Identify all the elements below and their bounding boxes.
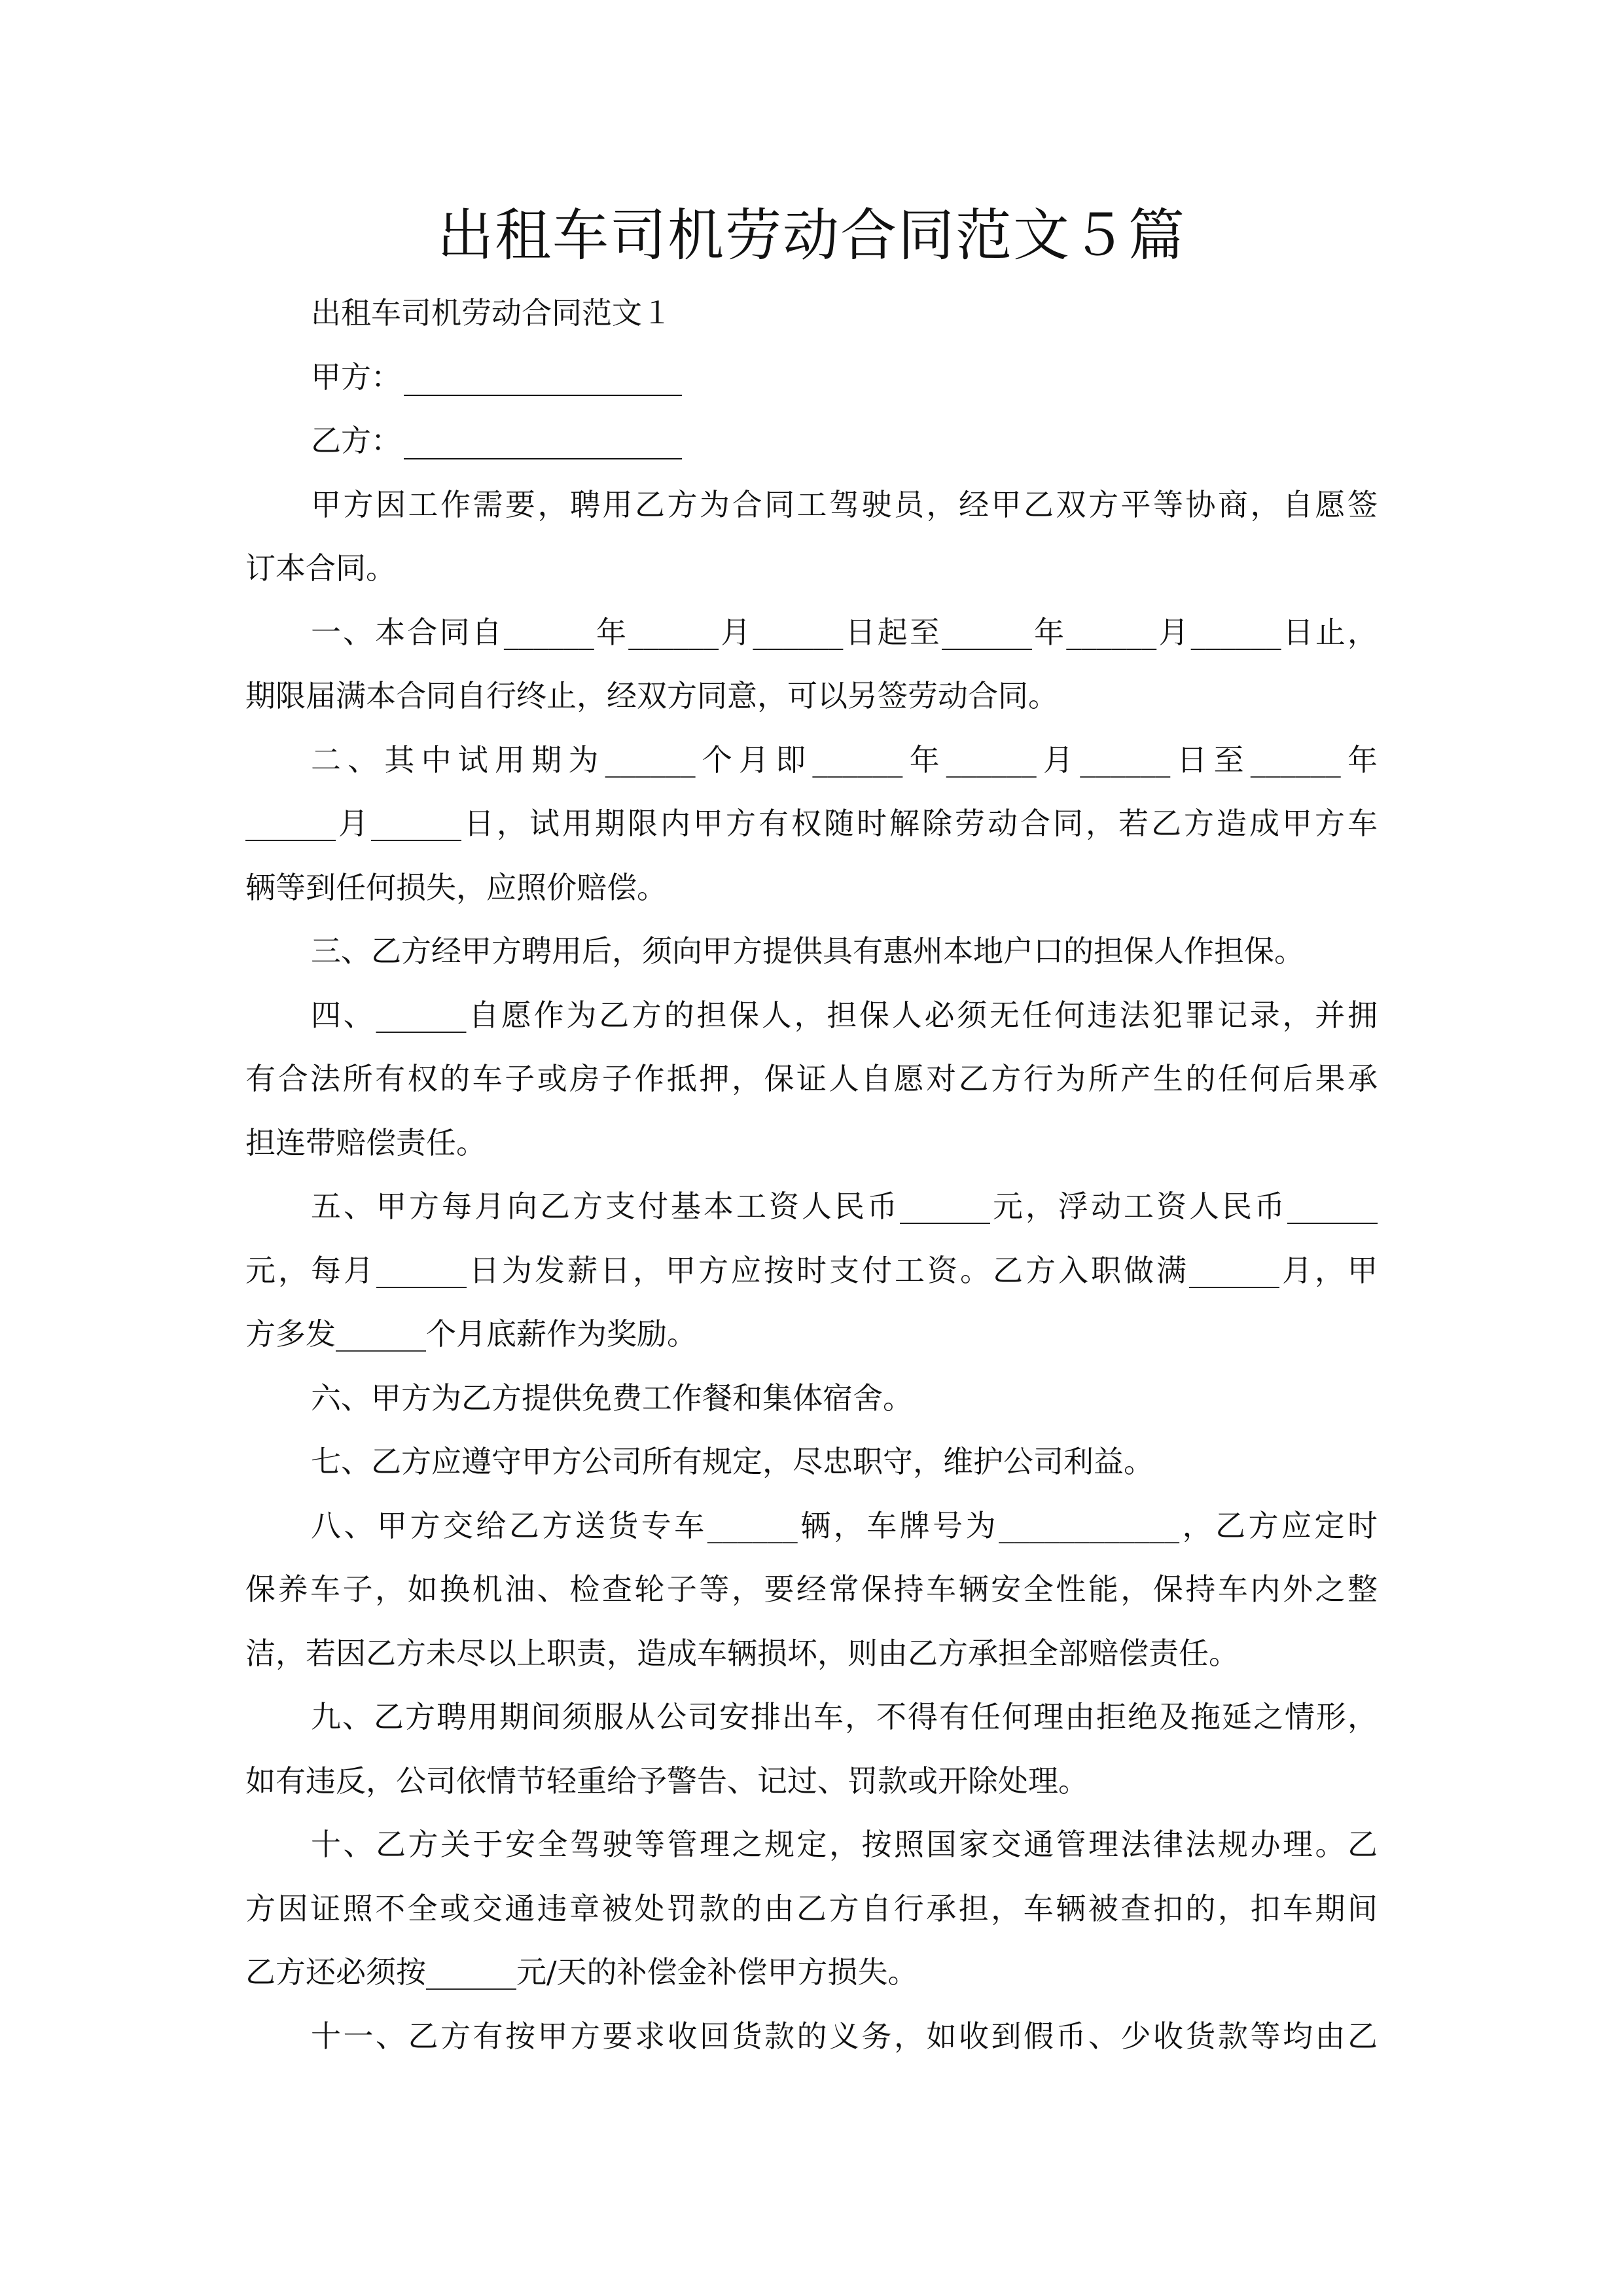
clause-5-line: 五、甲方每月向乙方支付基本工资人民币______元，浮动工资人民币______: [311, 1189, 1378, 1224]
clause-8-line: 洁，若因乙方未尽以上职责，造成车辆损坏，则由乙方承担全部赔偿责任。: [245, 1635, 1239, 1671]
clause-3-line: 三、乙方经甲方聘用后，须向甲方提供具有惠州本地户口的担保人作担保。: [311, 933, 1304, 969]
clause-4-line: 担连带赔偿责任。: [245, 1124, 486, 1160]
document-body: [245, 281, 1378, 2068]
text-line: 甲方因工作需要，聘用乙方为合同工驾驶员，经甲乙双方平等协商，自愿签: [311, 486, 1378, 522]
clause-1-line: 期限届满本合同自行终止，经双方同意，可以另签劳动合同。: [245, 678, 1058, 713]
clause-10-line: 乙方还必须按______元/天的补偿金补偿甲方损失。: [245, 1954, 918, 1990]
clause-9-line: 九、乙方聘用期间须服从公司安排出车，不得有任何理由拒绝及拖延之情形，: [311, 1699, 1378, 1734]
party-b-blank-field: [404, 427, 682, 459]
clause-2-line: 辆等到任何损失，应照价赔偿。: [245, 869, 667, 905]
clause-8-line: 八、甲方交给乙方送货专车______辆，车牌号为____________，乙方应定时: [311, 1507, 1378, 1543]
clause-9-line: 如有违反，公司依情节轻重给予警告、记过、罚款或开除处理。: [245, 1763, 1088, 1799]
contract-subtitle: 出租车司机劳动合同范文１: [311, 295, 672, 331]
clause-8-line: 保养车子，如换机油、检查轮子等，要经常保持车辆安全性能，保持车内外之整: [245, 1571, 1378, 1607]
clause-5-line: 元，每月______日为发薪日，甲方应按时支付工资。乙方入职做满______月，甲: [245, 1252, 1378, 1288]
party-a-blank-field: [404, 363, 682, 396]
clause-10-line: 方因证照不全或交通违章被处罚款的由乙方自行承担，车辆被查扣的，扣车期间: [245, 1890, 1378, 1926]
party-b-row: [245, 409, 1378, 473]
party-a-row: [245, 346, 1378, 410]
clause-4-line: 有合法所有权的车子或房子作抵押，保证人自愿对乙方行为所产生的任何后果承: [245, 1061, 1378, 1096]
clause-1-line: 一、本合同自______年______月______日起至______年______月______日止，: [311, 614, 1378, 650]
clause-10-line: 十、乙方关于安全驾驶等管理之规定，按照国家交通管理法律法规办理。乙: [311, 1827, 1378, 1862]
party-a-label: 甲方：: [311, 359, 401, 395]
text-line: 订本合同。: [245, 550, 396, 586]
clause-2-line: 二、其中试用期为______个月即______年______月______日至______年: [311, 742, 1378, 778]
clause-7-line: 七、乙方应遵守甲方公司所有规定，尽忠职守，维护公司利益。: [311, 1444, 1154, 1479]
clause-4-line: 四、______自愿作为乙方的担保人，担保人必须无任何违法犯罪记录，并拥: [311, 997, 1378, 1033]
party-b-label: 乙方：: [311, 423, 401, 458]
document-title: 出租车司机劳动合同范文５篇: [437, 203, 1186, 268]
clause-2-line: ______月______日，试用期限内甲方有权随时解除劳动合同，若乙方造成甲方车: [245, 806, 1378, 841]
clause-5-line: 方多发______个月底薪作为奖励。: [245, 1316, 697, 1352]
clause-11-line: 十一、乙方有按甲方要求收回货款的义务，如收到假币、少收货款等均由乙: [311, 2018, 1378, 2054]
clause-6-line: 六、甲方为乙方提供免费工作餐和集体宿舍。: [311, 1380, 913, 1416]
